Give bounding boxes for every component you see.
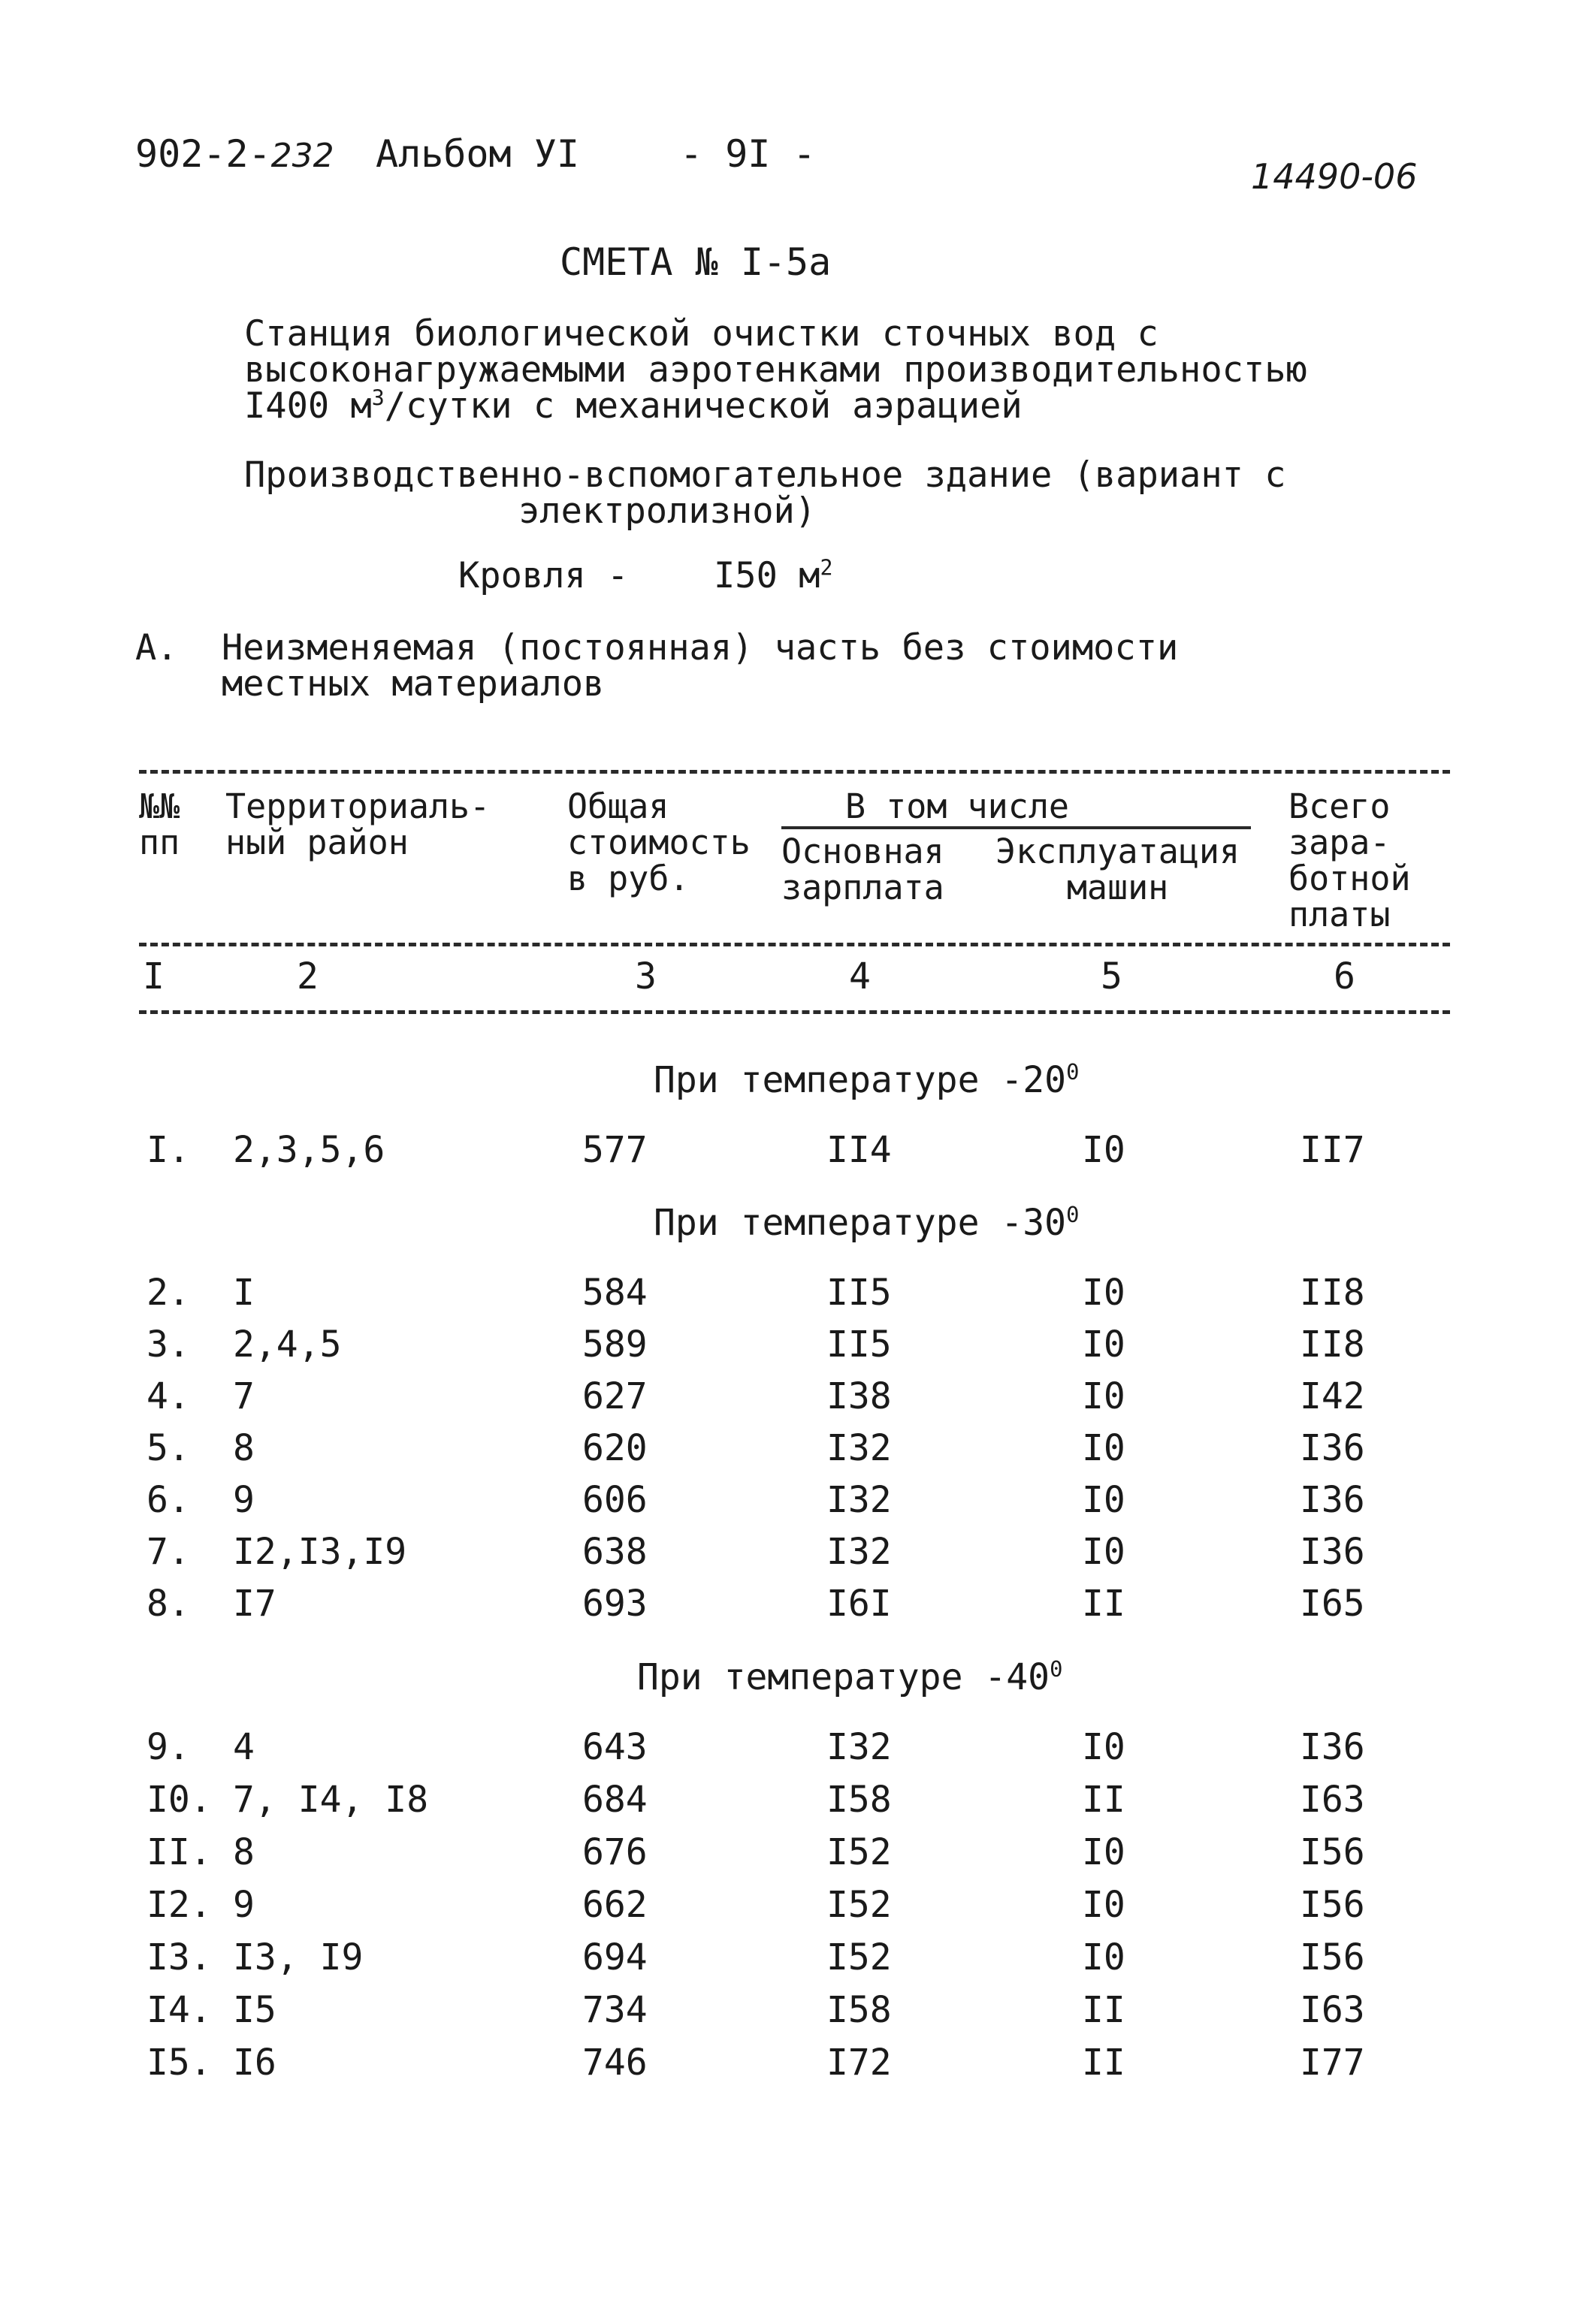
col-number-5: 5 (1101, 955, 1122, 998)
col-number-6: 6 (1334, 955, 1355, 998)
header-total-cost: Общая стоимость в руб. (567, 786, 751, 898)
col-number-4: 4 (849, 955, 871, 998)
col-number-3: 3 (635, 955, 657, 998)
header-region: Территориаль- ный район (225, 786, 491, 862)
col-numbers-rule (139, 1010, 1450, 1014)
header-all-wages: Всего зара- ботной платы (1288, 786, 1411, 934)
col-number-2: 2 (297, 955, 319, 998)
building-line-2: электролизной) (518, 490, 817, 532)
description-line-2: высоконагружаемыми аэротенками производительностью (244, 349, 1307, 391)
estimate-title: СМЕТА № I-5а (560, 240, 832, 284)
header-machines: Эксплуатация машин (995, 832, 1240, 907)
roof-label: Кровля - (458, 555, 629, 596)
document-code: 902-2-232 (135, 132, 334, 176)
handwritten-code: 232 (270, 137, 334, 175)
handwritten-doc-number: 14490-06 (1251, 156, 1418, 197)
col-number-1: I (143, 955, 165, 998)
header-bottom-rule (139, 943, 1450, 946)
header-group: В том числе (845, 786, 1070, 826)
section-line-2: местных материалов (222, 663, 605, 705)
section-line-1: Неизменяемая (постоянная) часть без стоимости (222, 627, 1179, 669)
temperature-heading: При температуре $-40^0$ (637, 1656, 1063, 1698)
temperature-heading: При температуре $-20^0$ (654, 1059, 1080, 1101)
description-line-3: I400 $м^3$/сутки с механической аэрацией (244, 385, 1023, 427)
album-label: Альбом УI (376, 132, 579, 176)
header-group-underline (781, 826, 1251, 829)
header-no: №№ пп (139, 786, 180, 862)
building-line-1: Производственно-вспомогательное здание (вариант с (244, 454, 1286, 496)
table-top-rule (139, 770, 1450, 774)
description-line-1: Станция биологической очистки сточных вод с (244, 313, 1159, 355)
roof-value: I50 $м^2$ (714, 555, 833, 596)
page-number: - 9I - (680, 132, 816, 176)
header-base-wage: Основная зарплата (781, 832, 944, 907)
temperature-heading: При температуре $-30^0$ (654, 1202, 1080, 1244)
section-letter: А. (135, 627, 178, 669)
